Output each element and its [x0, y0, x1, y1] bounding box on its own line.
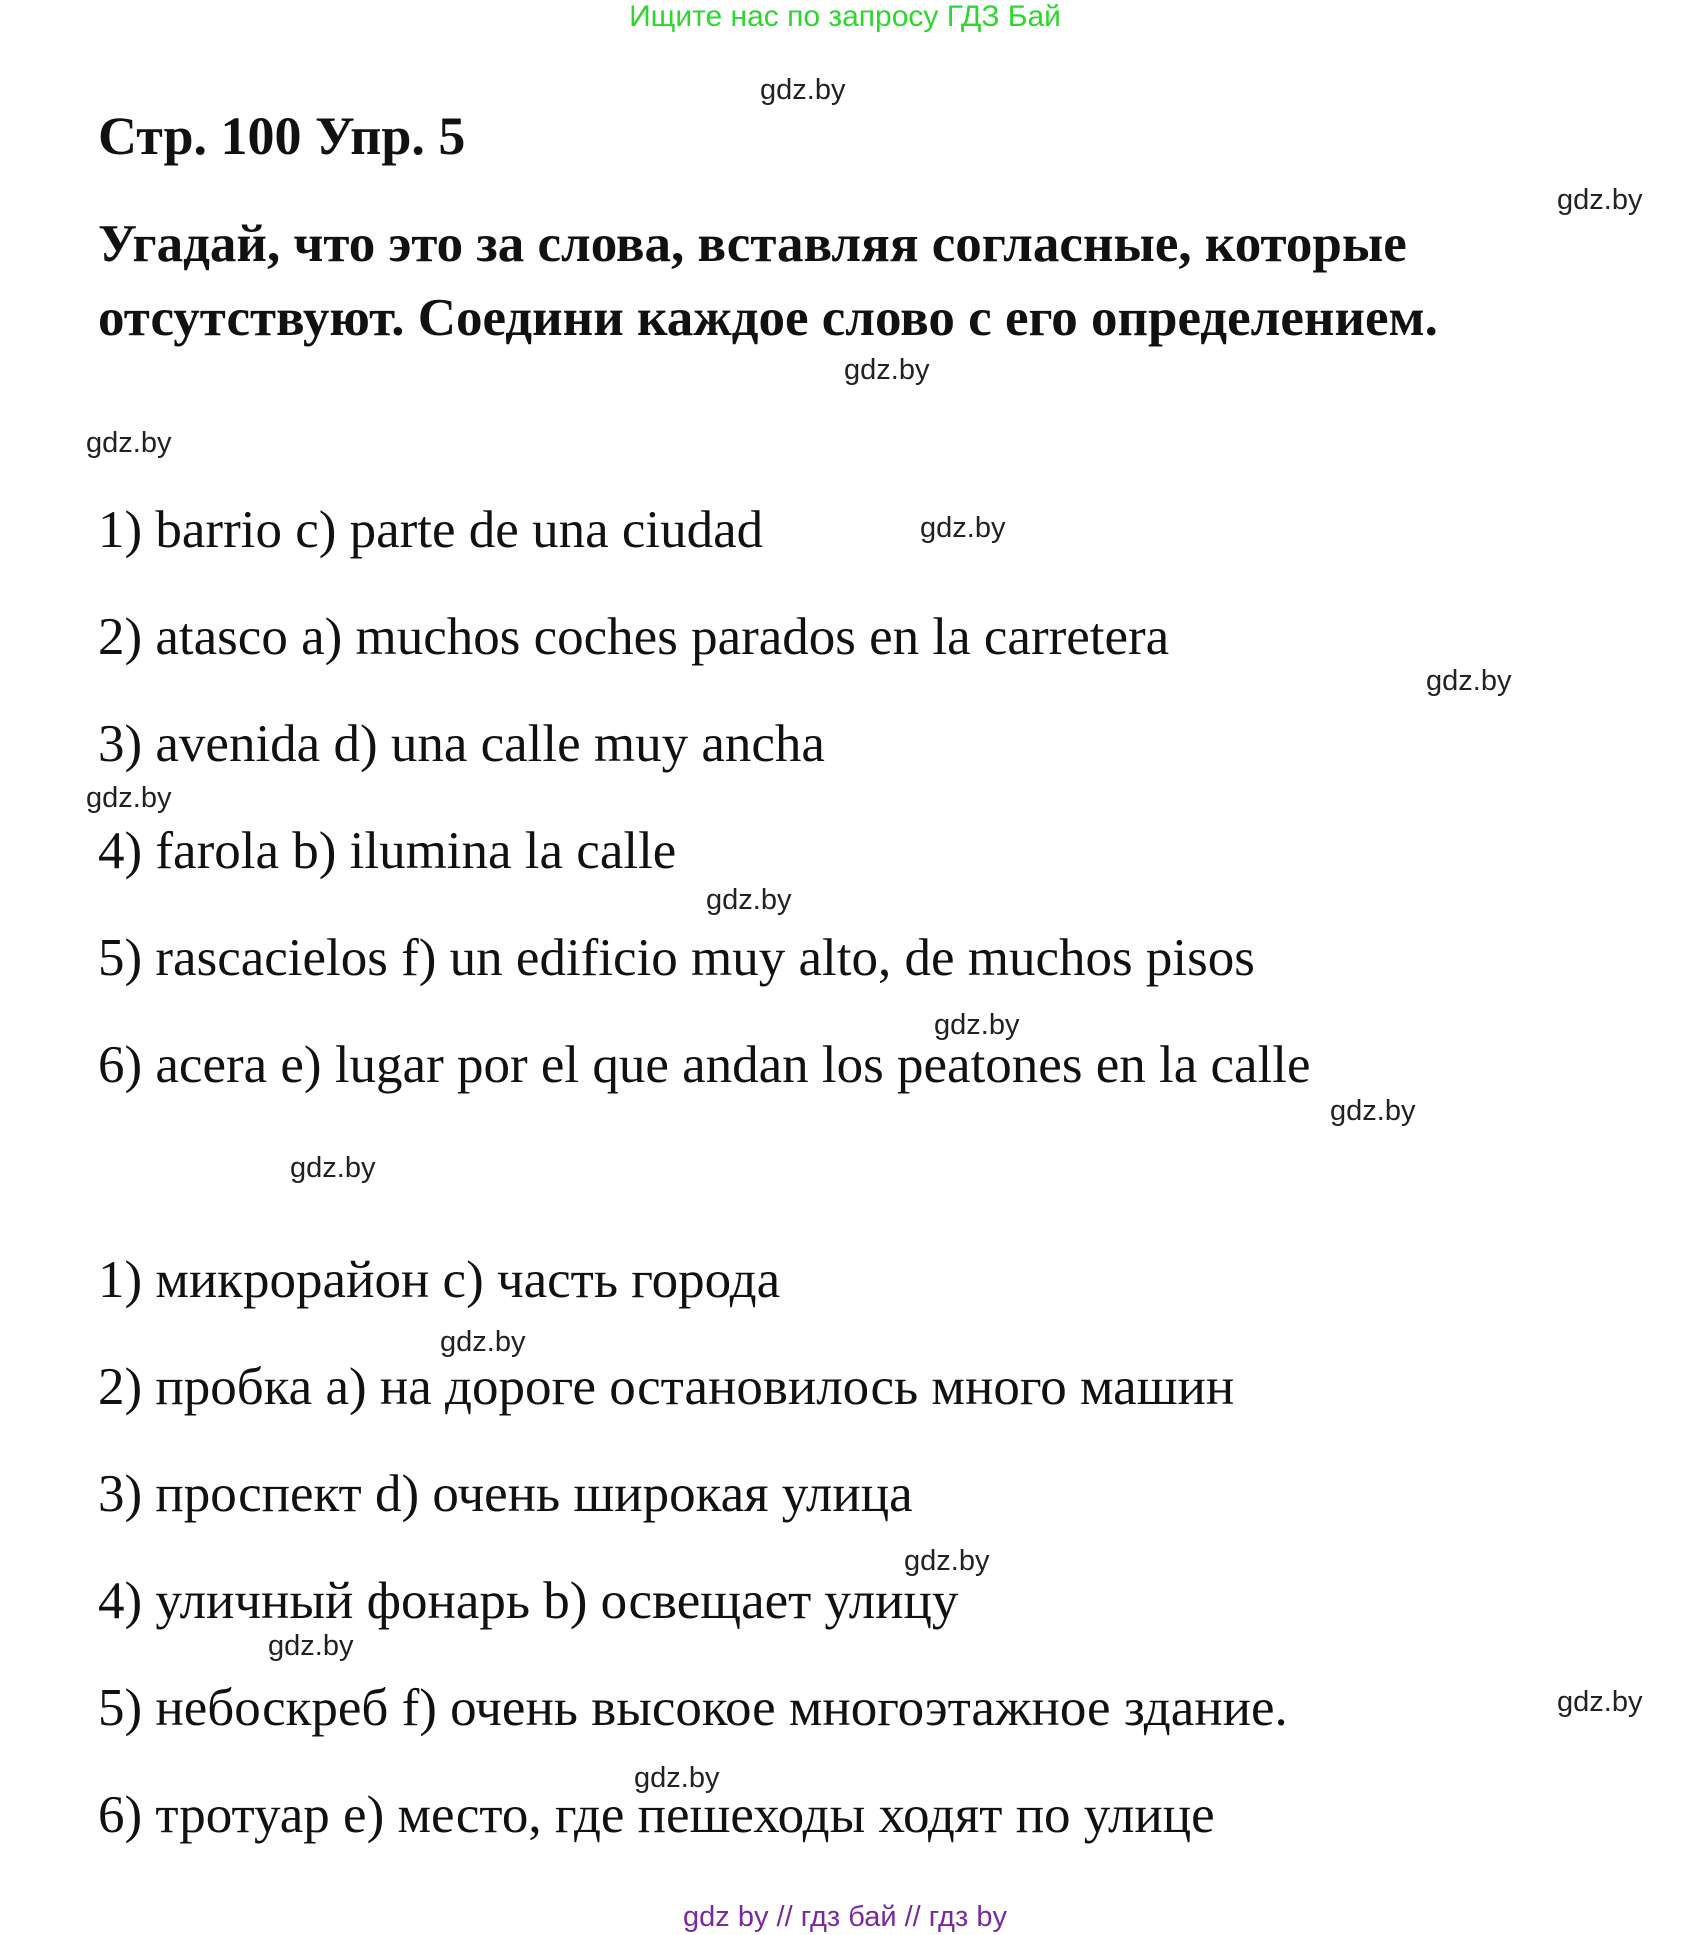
task-instruction-line-2: отсутствуют. Соедини каждое слово с его определением. [98, 289, 1438, 347]
top-banner: Ищите нас по запросу ГДЗ Бай [629, 0, 1061, 33]
russian-answer-4: 4) уличный фонарь b) освещает улицу [98, 1572, 959, 1630]
spanish-answer-4: 4) farola b) ilumina la calle [98, 822, 677, 880]
watermark: gdz.by [920, 512, 1006, 544]
spanish-answer-1: 1) barrio c) parte de una ciudad [98, 501, 764, 559]
footer-watermark: gdz by // гдз бай // гдз by [683, 1901, 1007, 1933]
watermark: gdz.by [844, 354, 930, 386]
watermark: gdz.by [706, 884, 792, 916]
russian-answer-2: 2) пробка а) на дороге остановилось много машин [98, 1358, 1235, 1416]
spanish-answer-2: 2) atasco a) muchos coches parados en la carretera [98, 608, 1170, 666]
spanish-answer-3: 3) avenida d) una calle muy ancha [98, 715, 825, 773]
watermark: gdz.by [290, 1152, 376, 1184]
watermark: gdz.by [760, 74, 846, 106]
watermark: gdz.by [1330, 1095, 1416, 1127]
spanish-answer-5: 5) rascacielos f) un edificio muy alto, de muchos pisos [98, 929, 1255, 987]
russian-answer-5: 5) небоскреб f) очень высокое многоэтажное здание. [98, 1679, 1288, 1737]
watermark: gdz.by [86, 427, 172, 459]
watermark: gdz.by [1557, 1686, 1643, 1718]
watermark: gdz.by [934, 1009, 1020, 1041]
page-title: Стр. 100 Упр. 5 [98, 106, 466, 166]
russian-answer-3: 3) проспект d) очень широкая улица [98, 1465, 913, 1523]
watermark: gdz.by [1426, 665, 1512, 697]
watermark: gdz.by [634, 1762, 720, 1794]
watermark: gdz.by [1557, 184, 1643, 216]
watermark: gdz.by [904, 1545, 990, 1577]
task-instruction-line-1: Угадай, что это за слова, вставляя согласные, которые [98, 215, 1407, 273]
russian-answer-1: 1) микрорайон c) часть города [98, 1251, 781, 1309]
spanish-answer-6: 6) acera e) lugar por el que andan los peatones en la calle [98, 1036, 1311, 1094]
watermark: gdz.by [440, 1326, 526, 1358]
russian-answer-6: 6) тротуар е) место, где пешеходы ходят по улице [98, 1786, 1215, 1844]
watermark: gdz.by [86, 782, 172, 814]
watermark: gdz.by [268, 1630, 354, 1662]
